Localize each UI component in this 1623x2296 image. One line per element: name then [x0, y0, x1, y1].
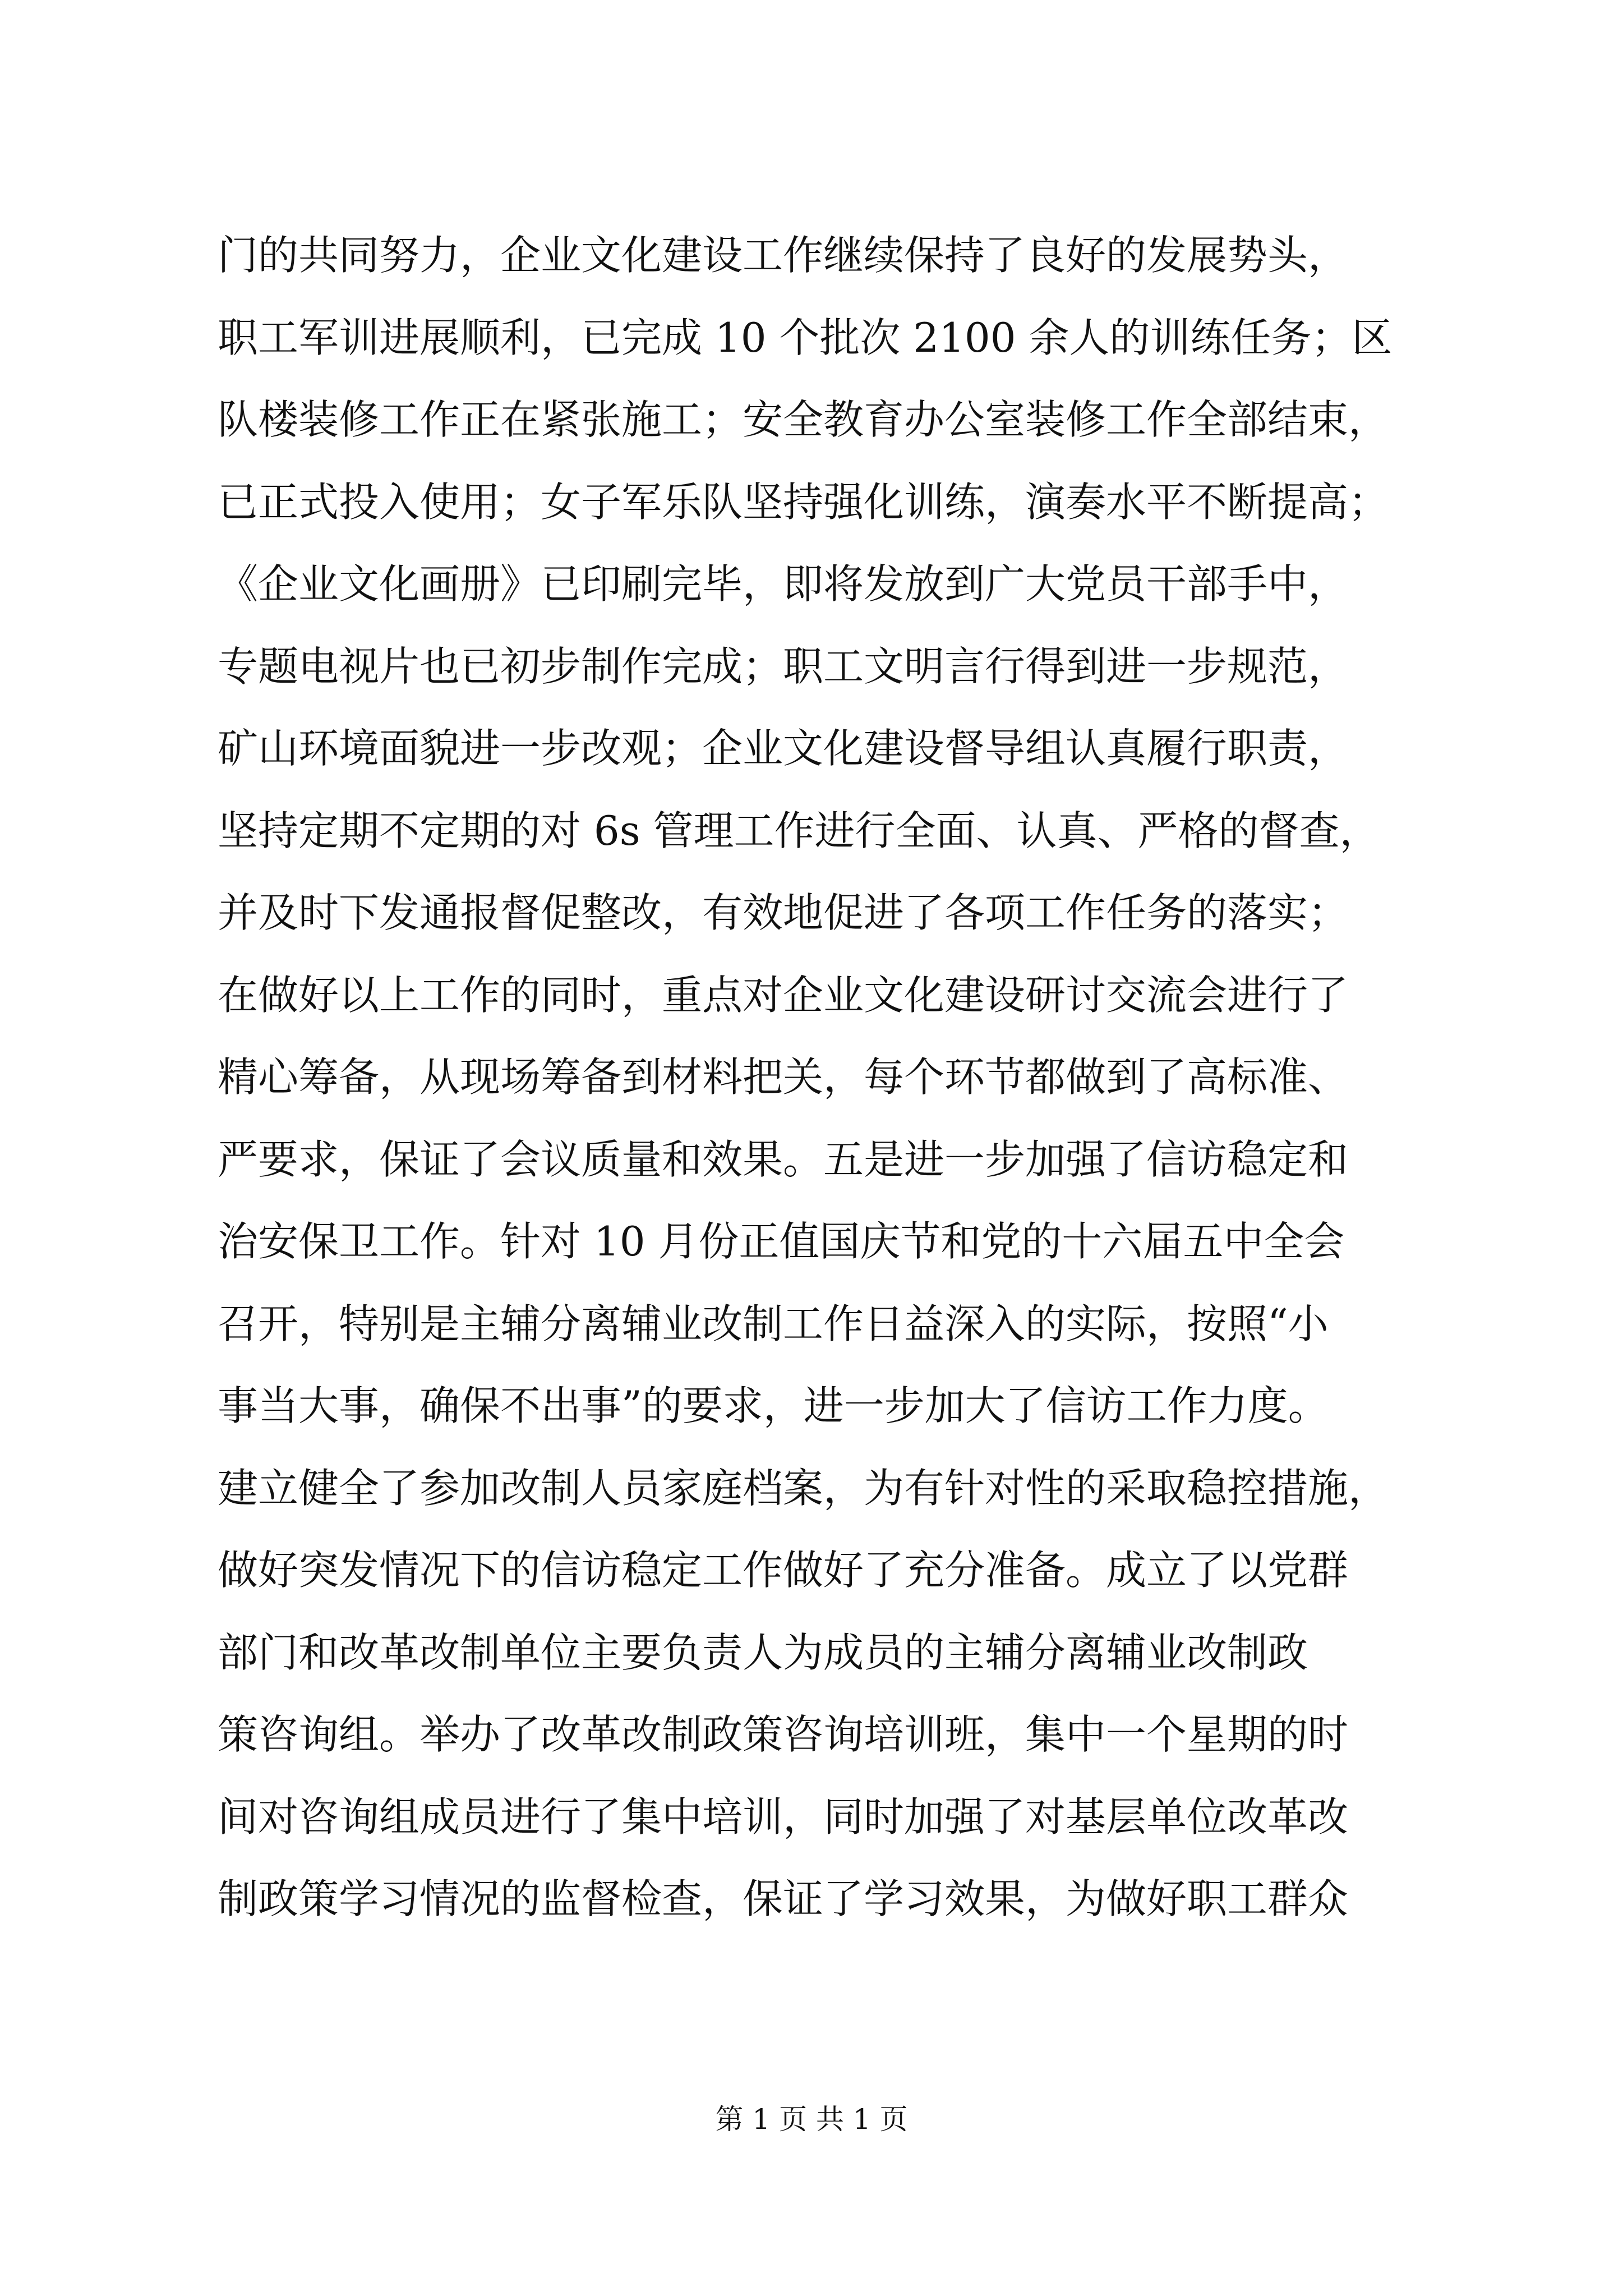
text-line: 制政策学习情况的监督检查，保证了学习效果，为做好职工群众 — [218, 1875, 1349, 1922]
text-line: 并及时下发通报督促整改，有效地促进了各项工作任务的落实； — [218, 889, 1349, 936]
text-line: 矿山环境面貌进一步改观；企业文化建设督导组认真履行职责， — [218, 725, 1349, 772]
text-line: 门的共同努力，企业文化建设工作继续保持了良好的发展势头， — [218, 232, 1349, 279]
text-line: 策咨询组。举办了改革改制政策咨询培训班，集中一个星期的时 — [218, 1711, 1349, 1758]
text-line: 间对咨询组成员进行了集中培训，同时加强了对基层单位改革改 — [218, 1793, 1349, 1841]
text-line: 职工军训进展顺利，已完成 10 个批次 2100 余人的训练任务；区 — [218, 314, 1393, 361]
page-footer: 第 1 页 共 1 页 — [715, 2103, 908, 2136]
text-line: 《企业文化画册》已印刷完毕，即将发放到广大党员干部手中， — [218, 560, 1349, 608]
text-line: 建立健全了参加改制人员家庭档案，为有针对性的采取稳控措施， — [218, 1464, 1389, 1512]
text-line: 做好突发情况下的信访稳定工作做好了充分准备。成立了以党群 — [218, 1547, 1349, 1594]
text-line: 已正式投入使用；女子军乐队坚持强化训练，演奏水平不断提高； — [218, 478, 1389, 526]
text-line: 在做好以上工作的同时，重点对企业文化建设研讨交流会进行了 — [218, 971, 1349, 1019]
text-line: 队楼装修工作正在紧张施工；安全教育办公室装修工作全部结束， — [218, 396, 1389, 443]
text-line: 严要求，保证了会议质量和效果。五是进一步加强了信访稳定和 — [218, 1135, 1349, 1183]
text-line: 部门和改革改制单位主要负责人为成员的主辅分离辅业改制政 — [218, 1628, 1308, 1676]
text-line: 事当大事，确保不出事”的要求，进一步加大了信访工作力度。 — [218, 1382, 1329, 1429]
text-line: 召开，特别是主辅分离辅业改制工作日益深入的实际，按照“小 — [218, 1300, 1329, 1347]
text-line: 精心筹备，从现场筹备到材料把关，每个环节都做到了高标准、 — [218, 1053, 1349, 1101]
text-line: 坚持定期不定期的对 6s 管理工作进行全面、认真、严格的督查， — [218, 807, 1380, 854]
text-line: 治安保卫工作。针对 10 月份正值国庆节和党的十六届五中全会 — [218, 1218, 1345, 1265]
body-text — [218, 214, 1479, 1940]
text-line: 专题电视片也已初步制作完成；职工文明言行得到进一步规范， — [218, 642, 1349, 690]
